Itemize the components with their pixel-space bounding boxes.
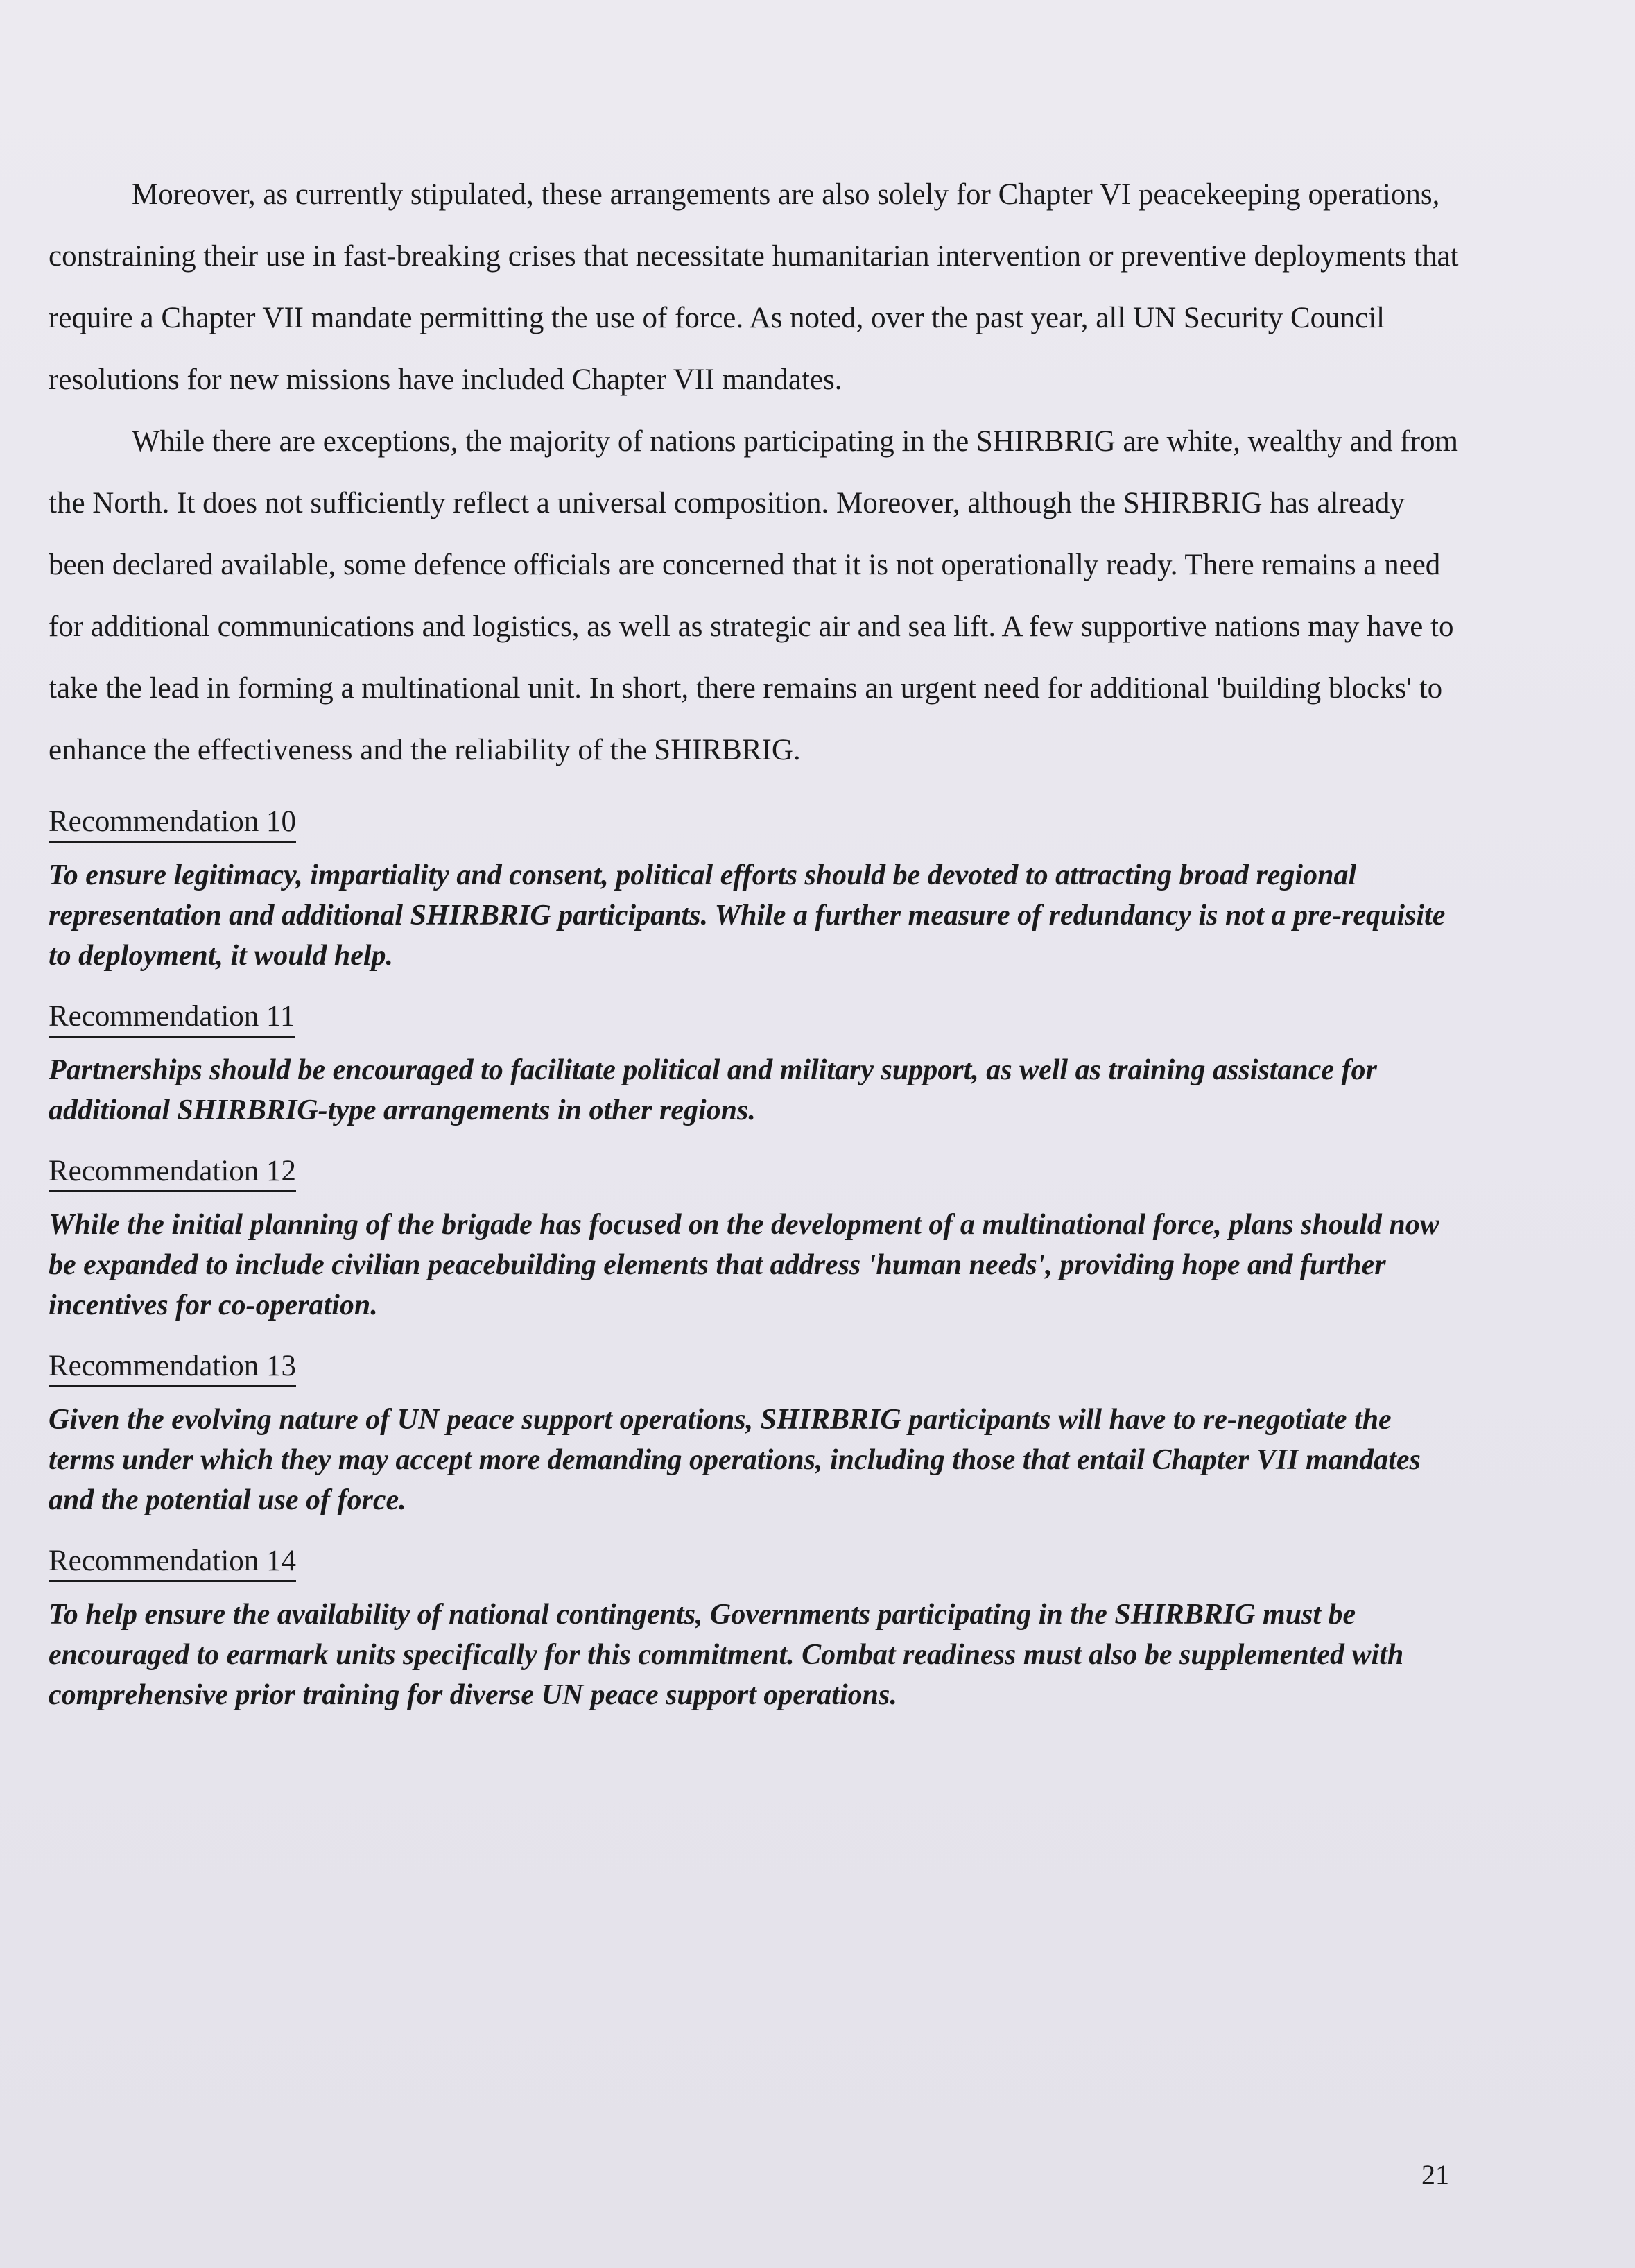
recommendation-text: To help ensure the availability of national contingents, Governments participating in the SHIRBRIG must be encouraged to earmark units specifically for this commitment. Combat readiness must also be supplemented with comprehensive prior training for diverse UN peace support operations. [49,1599,1404,1711]
recommendation-13 [49,1349,1463,1520]
recommendation-12 [49,1154,1463,1325]
recommendation-text: While the initial planning of the brigade has focused on the development of a multinational force, plans should now be expanded to include civilian peacebuilding elements that address 'human needs', providing hope and further incentives for co-operation. [49,1209,1439,1321]
recommendation-11 [49,999,1463,1131]
recommendation-14 [49,1544,1463,1715]
recommendation-text: Partnerships should be encouraged to facilitate political and military support, as well as training assistance for additional SHIRBRIG-type arrangements in other regions. [49,1054,1377,1126]
page-number: 21 [1421,2159,1449,2190]
body-paragraph-1: Moreover, as currently stipulated, these arrangements are also solely for Chapter VI peacekeeping operations, constraining their use in fast-breaking crises that necessitate humanitarian intervention or preventive deployments that require a Chapter VII mandate permitting the use of force. As noted, over the past year, all UN Security Council resolutions for new missions have included Chapter VII mandates. [49,178,1459,396]
document-body [49,164,1463,1715]
recommendation-text: To ensure legitimacy, impartiality and consent, political efforts should be devoted to attracting broad regional representation and additional SHIRBRIG participants. While a further measure of redundancy is not a pre-requisite to deployment, it would help. [49,859,1446,972]
recommendation-heading: Recommendation 10 [49,805,296,843]
recommendation-heading: Recommendation 12 [49,1154,296,1192]
recommendation-heading: Recommendation 11 [49,999,295,1038]
body-paragraph-2: While there are exceptions, the majority of nations participating in the SHIRBRIG are white, wealthy and from the North. It does not sufficiently reflect a universal composition. Moreover, although the SHIRBRIG has already been declared available, some defence officials are concerned that it is not operationally ready. There remains a need for additional communications and logistics, as well as strategic air and sea lift. A few supportive nations may have to take the lead in forming a multinational unit. In short, there remains an urgent need for additional 'building blocks' to enhance the effectiveness and the reliability of the SHIRBRIG. [49,425,1458,766]
recommendation-text: Given the evolving nature of UN peace support operations, SHIRBRIG participants will have to re-negotiate the terms under which they may accept more demanding operations, including those that entail Chapter VII mandates and the potential use of force. [49,1404,1421,1516]
recommendation-heading: Recommendation 13 [49,1349,296,1387]
recommendation-heading: Recommendation 14 [49,1544,296,1582]
recommendation-10 [49,805,1463,976]
